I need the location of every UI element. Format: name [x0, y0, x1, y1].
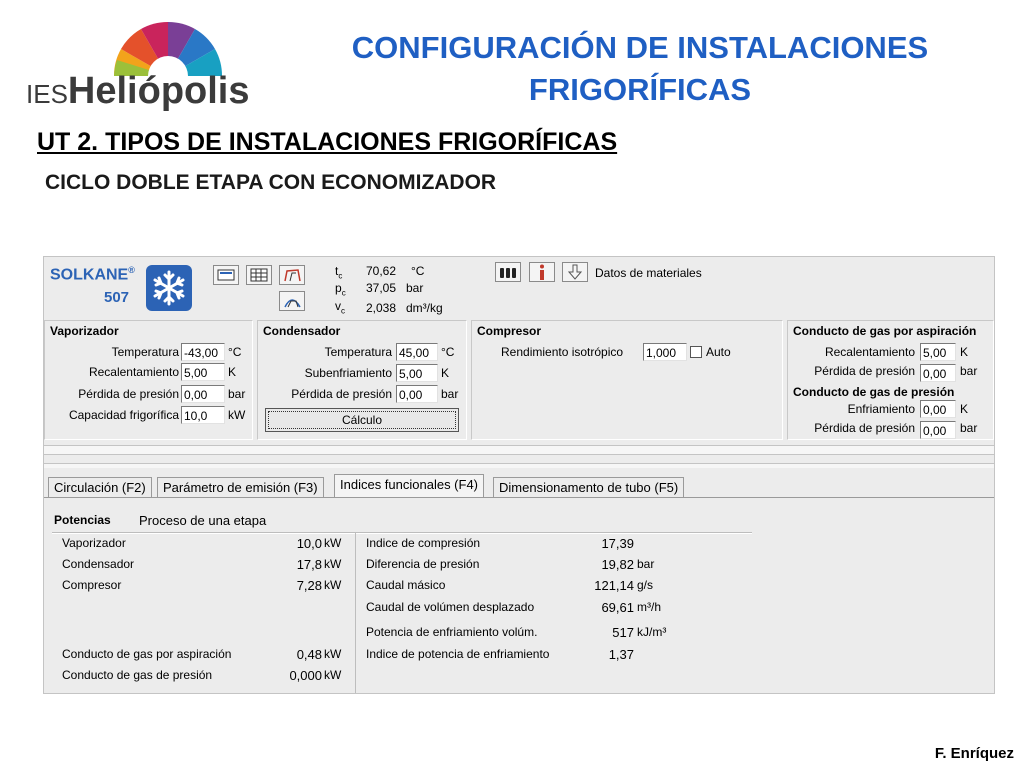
- pc-unit: bar: [406, 281, 424, 295]
- tab-dimensionamiento[interactable]: Dimensionamento de tubo (F5): [493, 477, 684, 497]
- evap-superheat-field[interactable]: 5,00: [181, 363, 225, 381]
- calc-button-label: Cálculo: [268, 411, 456, 429]
- result-pressure-diff-unit: bar: [637, 557, 655, 571]
- diagram-view-icon[interactable]: [213, 265, 239, 285]
- discharge-cooling-field[interactable]: 0,00: [920, 400, 956, 418]
- logo-name: Heliópolis: [67, 70, 250, 112]
- logo-rainbow-fan-icon: [112, 16, 224, 78]
- results-column-divider: [355, 533, 356, 693]
- evap-capacity-unit: kW: [228, 408, 246, 422]
- pc-symbol: $p_c$: [335, 281, 346, 298]
- result-suction-unit: kW: [324, 647, 342, 661]
- discharge-cooling-unit: K: [960, 402, 969, 416]
- slide-title-line1: CONFIGURACIÓN DE INSTALACIONES: [351, 30, 929, 65]
- result-pressure-diff-value: 19,82: [601, 557, 634, 572]
- arrow-down-icon[interactable]: [562, 262, 588, 282]
- result-discharge-label: Conducto de gas de presión: [62, 668, 213, 682]
- cond-subcool-unit: K: [441, 366, 450, 380]
- condenser-title: Condensador: [263, 324, 341, 338]
- auto-checkbox[interactable]: [690, 346, 702, 358]
- slide-title-line2: FRIGORÍFICAS: [528, 72, 752, 107]
- evaporator-title: Vaporizador: [50, 324, 119, 338]
- tab-indices-funcionales[interactable]: Indices funcionales (F4): [334, 474, 484, 499]
- result-condensador-label: Condensador: [62, 557, 135, 571]
- suction-superheat-label: Recalentamiento: [824, 345, 915, 359]
- result-compresor-value: 7,28: [296, 578, 322, 593]
- suction-loss-field[interactable]: 0,00: [920, 364, 956, 382]
- two-stage-cycle-icon[interactable]: [279, 291, 305, 311]
- brand-name: SOLKANE®: [50, 265, 135, 284]
- result-condensador-value: 17,8: [296, 557, 322, 572]
- discharge-cooling-label: Enfriamiento: [847, 402, 915, 416]
- materials-data-link[interactable]: Datos de materiales: [595, 266, 702, 280]
- result-compresor-unit: kW: [324, 578, 342, 592]
- result-volume-flow-value: 69,61: [601, 600, 634, 615]
- evap-loss-unit: bar: [228, 387, 246, 401]
- process-label: Proceso de una etapa: [139, 513, 267, 528]
- author-credit: F. Enríquez: [934, 745, 1014, 762]
- discharge-loss-label: Pérdida de presión: [814, 421, 915, 435]
- result-suction-value: 0,48: [296, 647, 322, 662]
- suction-loss-label: Pérdida de presión: [814, 364, 915, 378]
- cond-loss-field[interactable]: 0,00: [396, 385, 438, 403]
- tab-circulacion[interactable]: Circulación (F2): [48, 477, 152, 497]
- result-mass-flow-label: Caudal másico: [366, 578, 446, 592]
- cond-temp-field[interactable]: 45,00: [396, 343, 438, 361]
- evap-loss-label: Pérdida de presión: [78, 387, 179, 401]
- tc-value: 70,62: [366, 264, 397, 278]
- comp-efficiency-label: Rendimiento isotrópico: [501, 345, 624, 359]
- cond-temp-unit: °C: [441, 345, 455, 359]
- compressor-panel: [471, 320, 783, 440]
- suction-superheat-unit: K: [960, 345, 969, 359]
- calc-button[interactable]: [265, 408, 459, 432]
- evap-temp-unit: °C: [228, 345, 242, 359]
- suction-title: Conducto de gas por aspiración: [793, 324, 977, 338]
- result-discharge-unit: kW: [324, 668, 342, 682]
- suction-loss-unit: bar: [960, 364, 978, 378]
- slide-title: [300, 27, 980, 111]
- evap-superheat-label: Recalentamiento: [88, 365, 179, 379]
- tc-unit: °C: [411, 264, 425, 278]
- evap-superheat-unit: K: [228, 365, 237, 379]
- pc-value: 37,05: [366, 281, 397, 295]
- compressor-title: Compresor: [477, 324, 542, 338]
- evap-capacity-field[interactable]: 10,0: [181, 406, 225, 424]
- result-vol-cooling-label: Potencia de enfriamiento volúm.: [366, 625, 538, 639]
- result-vaporizador-unit: kW: [324, 536, 342, 550]
- comp-efficiency-field[interactable]: 1,000: [643, 343, 687, 361]
- discharge-loss-field[interactable]: 0,00: [920, 421, 956, 439]
- potencias-label: Potencias: [54, 513, 111, 527]
- table-view-icon[interactable]: [246, 265, 272, 285]
- vc-symbol: $v_c$: [335, 299, 345, 316]
- section-divider-2: [44, 463, 994, 468]
- result-compression-index-label: Indice de compresión: [366, 536, 481, 550]
- tc-symbol: $t_c$: [335, 264, 343, 281]
- result-mass-flow-value: 121,14: [594, 578, 634, 593]
- vc-value: 2,038: [366, 301, 397, 315]
- cond-subcool-label: Subenfriamiento: [304, 366, 392, 380]
- result-vol-cooling-value: 517: [612, 625, 634, 640]
- snowflake-logo-icon: [146, 265, 192, 311]
- result-compression-index-value: 17,39: [601, 536, 634, 551]
- discharge-loss-unit: bar: [960, 421, 978, 435]
- vc-unit: dm³/kg: [406, 301, 443, 315]
- gas-cylinders-icon[interactable]: [495, 262, 521, 282]
- result-condensador-unit: kW: [324, 557, 342, 571]
- cycle-diagram-icon[interactable]: [279, 265, 305, 285]
- result-vaporizador-label: Vaporizador: [62, 536, 126, 550]
- result-compresor-label: Compresor: [62, 578, 122, 592]
- result-pressure-diff-label: Diferencia de presión: [366, 557, 480, 571]
- result-volume-flow-label: Caudal de volúmen desplazado: [366, 600, 535, 614]
- evap-capacity-label: Capacidad frigorífica: [68, 408, 179, 422]
- cond-loss-unit: bar: [441, 387, 459, 401]
- result-vol-cooling-unit: kJ/m³: [637, 625, 667, 639]
- result-cooling-index-label: Indice de potencia de enfriamiento: [366, 647, 550, 661]
- auto-label: Auto: [706, 345, 731, 359]
- unit-title: UT 2. TIPOS DE INSTALACIONES FRIGORÍFICAS: [37, 128, 618, 156]
- section-divider: [44, 445, 994, 455]
- info-icon[interactable]: [529, 262, 555, 282]
- cycle-title: CICLO DOBLE ETAPA CON ECONOMIZADOR: [45, 171, 497, 194]
- logo-ies: IES: [26, 79, 68, 109]
- cond-temp-label: Temperatura: [324, 345, 392, 359]
- brand-code: 507: [104, 289, 130, 306]
- cond-subcool-field[interactable]: 5,00: [396, 364, 438, 382]
- cond-loss-label: Pérdida de presión: [291, 387, 392, 401]
- evap-temp-field[interactable]: -43,00: [181, 343, 225, 361]
- suction-superheat-field[interactable]: 5,00: [920, 343, 956, 361]
- tab-parametro-emision[interactable]: Parámetro de emisión (F3): [157, 477, 324, 497]
- result-vaporizador-value: 10,0: [296, 536, 322, 551]
- result-cooling-index-value: 1,37: [608, 647, 634, 662]
- evap-temp-label: Temperatura: [111, 345, 179, 359]
- result-mass-flow-unit: g/s: [637, 578, 654, 592]
- result-discharge-value: 0,000: [289, 668, 322, 683]
- result-suction-label: Conducto de gas por aspiración: [62, 647, 232, 661]
- logo-wordmark: [26, 70, 250, 113]
- result-volume-flow-unit: m³/h: [637, 600, 661, 614]
- discharge-title: Conducto de gas de presión: [793, 385, 955, 399]
- results-header-line: [52, 532, 752, 534]
- evap-loss-field[interactable]: 0,00: [181, 385, 225, 403]
- solkane-app-window: [43, 256, 995, 694]
